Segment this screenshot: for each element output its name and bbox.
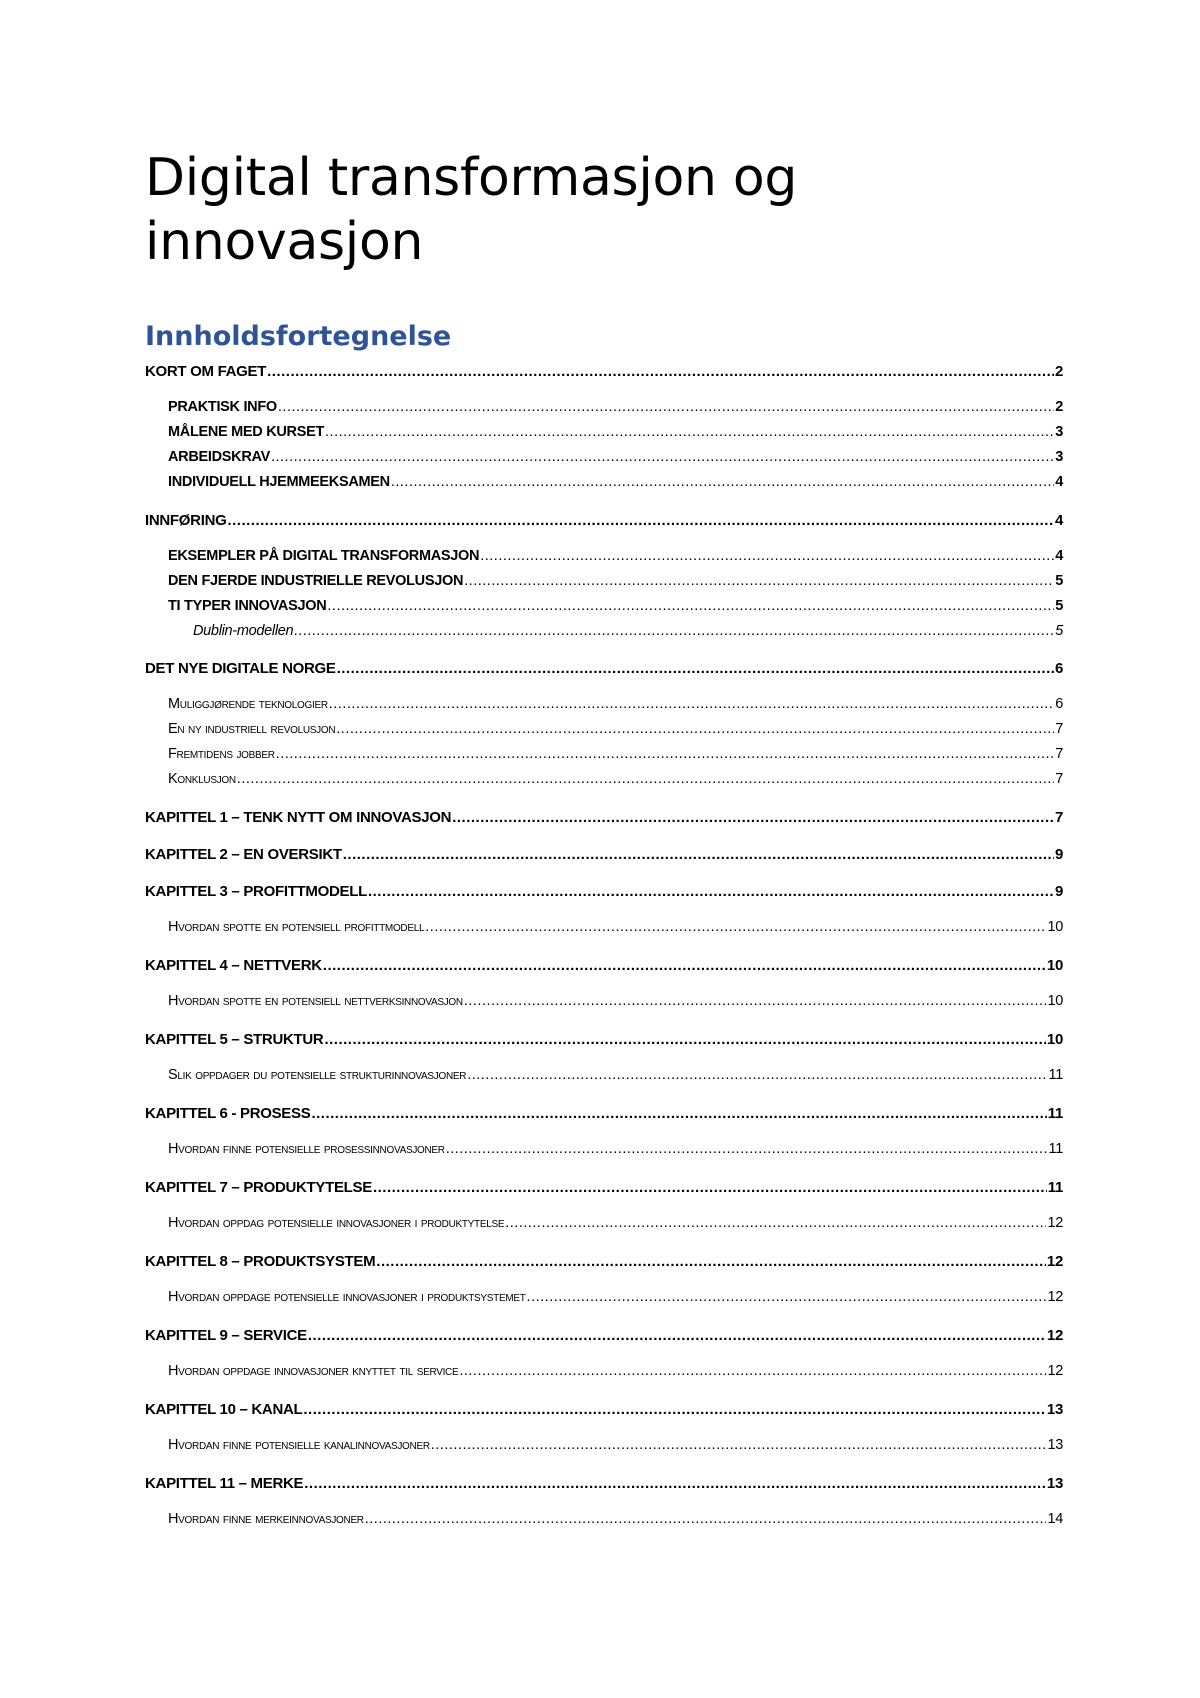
toc-entry[interactable] [145, 449, 1063, 474]
toc-dot-leader [373, 1179, 1047, 1196]
toc-entry-label: KAPITTEL 4 – NETTVERK [145, 957, 322, 974]
toc-dot-leader [446, 1141, 1048, 1157]
toc-entry-label: Dublin-modellen [193, 623, 294, 639]
toc-dot-leader [391, 474, 1054, 490]
toc-dot-leader [294, 623, 1054, 639]
toc-dot-leader [227, 512, 1053, 529]
toc-dot-leader [325, 424, 1054, 440]
toc-entry-page-number: 2 [1054, 363, 1063, 380]
toc-entry[interactable] [145, 1105, 1063, 1129]
toc-entry[interactable] [145, 771, 1063, 796]
toc-entry-label: KAPITTEL 10 – KANAL [145, 1401, 303, 1418]
toc-entry-label: KAPITTEL 1 – TENK NYTT OM INNOVASJON [145, 809, 452, 826]
toc-entry-page-number: 4 [1054, 512, 1063, 529]
toc-dot-leader [304, 1475, 1046, 1492]
toc-entry-label: ARBEIDSKRAV [168, 449, 270, 465]
toc-entry[interactable] [145, 1327, 1063, 1351]
toc-entry-page-number: 6 [1054, 660, 1063, 677]
toc-entry-page-number: 4 [1055, 474, 1063, 490]
toc-entry[interactable] [145, 660, 1063, 684]
toc-entry-label: MÅLENE MED KURSET [168, 424, 325, 440]
toc-entry-label: Hvordan oppdage innovasjoner knyttet til service [168, 1363, 459, 1379]
toc-entry-label: Konklusjon [168, 771, 236, 787]
toc-entry[interactable] [145, 424, 1063, 449]
toc-dot-leader [527, 1289, 1047, 1305]
toc-dot-leader [271, 449, 1054, 465]
toc-entry-page-number: 13 [1046, 1401, 1063, 1418]
toc-entry[interactable] [145, 512, 1063, 536]
toc-entry-label: KAPITTEL 9 – SERVICE [145, 1327, 307, 1344]
toc-dot-leader [431, 1437, 1047, 1453]
toc-entry-page-number: 10 [1046, 957, 1063, 974]
toc-entry-page-number: 12 [1047, 1289, 1063, 1305]
toc-entry-page-number: 12 [1047, 1363, 1063, 1379]
toc-entry-label: Hvordan oppdag potensielle innovasjoner i produktytelse [168, 1215, 505, 1231]
toc-dot-leader [337, 660, 1054, 677]
table-of-contents [145, 363, 1063, 1536]
toc-entry-page-number: 10 [1047, 919, 1063, 935]
toc-entry[interactable] [145, 746, 1063, 771]
toc-entry[interactable] [145, 1289, 1063, 1314]
toc-entry[interactable] [145, 721, 1063, 746]
toc-entry-page-number: 7 [1055, 721, 1063, 737]
toc-entry[interactable] [145, 573, 1063, 598]
toc-entry[interactable] [145, 623, 1063, 647]
toc-entry-label: Fremtidens jobber [168, 746, 275, 762]
toc-entry-page-number: 12 [1047, 1215, 1063, 1231]
toc-entry-label: DET NYE DIGITALE NORGE [145, 660, 336, 677]
toc-entry-page-number: 6 [1055, 696, 1063, 712]
toc-entry[interactable] [145, 809, 1063, 833]
toc-entry[interactable] [145, 1401, 1063, 1425]
toc-entry-page-number: 10 [1047, 993, 1063, 1009]
toc-entry[interactable] [145, 1363, 1063, 1388]
toc-entry-label: Slik oppdager du potensielle strukturinnovasjoner [168, 1067, 467, 1083]
toc-entry-page-number: 4 [1055, 548, 1063, 564]
toc-entry-page-number: 3 [1055, 449, 1063, 465]
toc-entry-page-number: 11 [1048, 1141, 1063, 1157]
toc-entry-label: KAPITTEL 11 – MERKE [145, 1475, 304, 1492]
toc-entry-page-number: 7 [1054, 809, 1063, 826]
toc-entry-label: DEN FJERDE INDUSTRIELLE REVOLUSJON [168, 573, 464, 589]
toc-dot-leader [464, 573, 1054, 589]
toc-entry[interactable] [145, 399, 1063, 424]
toc-dot-leader [459, 1363, 1046, 1379]
toc-dot-leader [343, 846, 1054, 863]
toc-dot-leader [365, 1511, 1047, 1527]
toc-entry-label: KAPITTEL 5 – STRUKTUR [145, 1031, 324, 1048]
toc-entry-label: EKSEMPLER PÅ DIGITAL TRANSFORMASJON [168, 548, 480, 564]
toc-entry[interactable] [145, 598, 1063, 623]
toc-entry-page-number: 2 [1055, 399, 1063, 415]
toc-entry-label: Hvordan oppdage potensielle innovasjoner i produktsystemet [168, 1289, 526, 1305]
toc-entry-page-number: 13 [1047, 1437, 1063, 1453]
toc-entry-label: KORT OM FAGET [145, 363, 267, 380]
toc-entry[interactable] [145, 919, 1063, 944]
toc-entry-label: Hvordan spotte en potensiell profittmodell [168, 919, 425, 935]
toc-entry-label: INNFØRING [145, 512, 227, 529]
toc-dot-leader [303, 1401, 1046, 1418]
toc-dot-leader [329, 696, 1054, 712]
toc-entry-label: Hvordan finne potensielle prosessinnovasjoner [168, 1141, 445, 1157]
toc-dot-leader [276, 746, 1055, 762]
toc-entry[interactable] [145, 1253, 1063, 1277]
toc-entry-label: KAPITTEL 6 - PROSESS [145, 1105, 311, 1122]
toc-entry-page-number: 7 [1055, 771, 1063, 787]
toc-entry[interactable] [145, 1475, 1063, 1499]
toc-entry[interactable] [145, 1179, 1063, 1203]
toc-entry-label: KAPITTEL 3 – PROFITTMODELL [145, 883, 367, 900]
toc-dot-leader [237, 771, 1054, 787]
toc-entry-page-number: 11 [1048, 1067, 1063, 1083]
toc-entry[interactable] [145, 883, 1063, 907]
toc-heading: Innholdsfortegnelse [145, 321, 452, 352]
document-page [145, 0, 1063, 1536]
toc-dot-leader [278, 399, 1054, 415]
document-title: Digital transformasjon og innovasjon [145, 148, 798, 272]
toc-dot-leader [267, 363, 1054, 380]
toc-entry-page-number: 5 [1055, 573, 1063, 589]
toc-entry-page-number: 5 [1055, 598, 1063, 614]
toc-dot-leader [311, 1105, 1046, 1122]
toc-entry[interactable] [145, 1511, 1063, 1536]
toc-entry-page-number: 9 [1054, 846, 1063, 863]
toc-dot-leader [467, 1067, 1047, 1083]
toc-entry-label: Muliggjørende teknologier [168, 696, 328, 712]
toc-entry-page-number: 11 [1047, 1179, 1063, 1196]
toc-entry[interactable] [145, 1067, 1063, 1092]
toc-entry[interactable] [145, 548, 1063, 573]
toc-dot-leader [323, 957, 1046, 974]
toc-entry[interactable] [145, 363, 1063, 387]
toc-entry-label: Hvordan spotte en potensiell nettverksinnovasjon [168, 993, 463, 1009]
toc-entry-page-number: 12 [1046, 1327, 1063, 1344]
toc-dot-leader [480, 548, 1054, 564]
toc-entry[interactable] [145, 957, 1063, 981]
toc-entry[interactable] [145, 1215, 1063, 1240]
toc-entry-page-number: 7 [1055, 746, 1063, 762]
toc-entry[interactable] [145, 1437, 1063, 1462]
toc-entry-label: PRAKTISK INFO [168, 399, 277, 415]
toc-entry-page-number: 11 [1047, 1105, 1063, 1122]
toc-dot-leader [376, 1253, 1046, 1270]
toc-entry-page-number: 10 [1046, 1031, 1063, 1048]
toc-dot-leader [464, 993, 1047, 1009]
toc-dot-leader [452, 809, 1054, 826]
toc-entry[interactable] [145, 1031, 1063, 1055]
toc-entry-label: KAPITTEL 7 – PRODUKTYTELSE [145, 1179, 372, 1196]
toc-entry-page-number: 12 [1046, 1253, 1063, 1270]
toc-dot-leader [336, 721, 1054, 737]
toc-dot-leader [425, 919, 1046, 935]
toc-entry-label: Hvordan finne potensielle kanalinnovasjoner [168, 1437, 430, 1453]
toc-entry-label: TI TYPER INNOVASJON [168, 598, 327, 614]
toc-entry-label: En ny industriell revolusjon [168, 721, 336, 737]
toc-dot-leader [327, 598, 1054, 614]
toc-entry[interactable] [145, 993, 1063, 1018]
toc-dot-leader [324, 1031, 1045, 1048]
toc-entry-label: Hvordan finne merkeinnovasjoner [168, 1511, 364, 1527]
toc-entry-label: KAPITTEL 8 – PRODUKTSYSTEM [145, 1253, 376, 1270]
toc-entry-label: INDIVIDUELL HJEMMEEKSAMEN [168, 474, 390, 490]
toc-entry-page-number: 9 [1054, 883, 1063, 900]
toc-entry-page-number: 14 [1047, 1511, 1063, 1527]
toc-entry[interactable] [145, 696, 1063, 721]
toc-dot-leader [505, 1215, 1046, 1231]
toc-dot-leader [308, 1327, 1046, 1344]
toc-entry-page-number: 3 [1055, 424, 1063, 440]
toc-entry-page-number: 13 [1046, 1475, 1063, 1492]
toc-entry[interactable] [145, 846, 1063, 870]
toc-entry[interactable] [145, 474, 1063, 499]
toc-entry-page-number: 5 [1055, 623, 1063, 639]
toc-dot-leader [368, 883, 1054, 900]
toc-entry[interactable] [145, 1141, 1063, 1166]
toc-entry-label: KAPITTEL 2 – EN OVERSIKT [145, 846, 342, 863]
